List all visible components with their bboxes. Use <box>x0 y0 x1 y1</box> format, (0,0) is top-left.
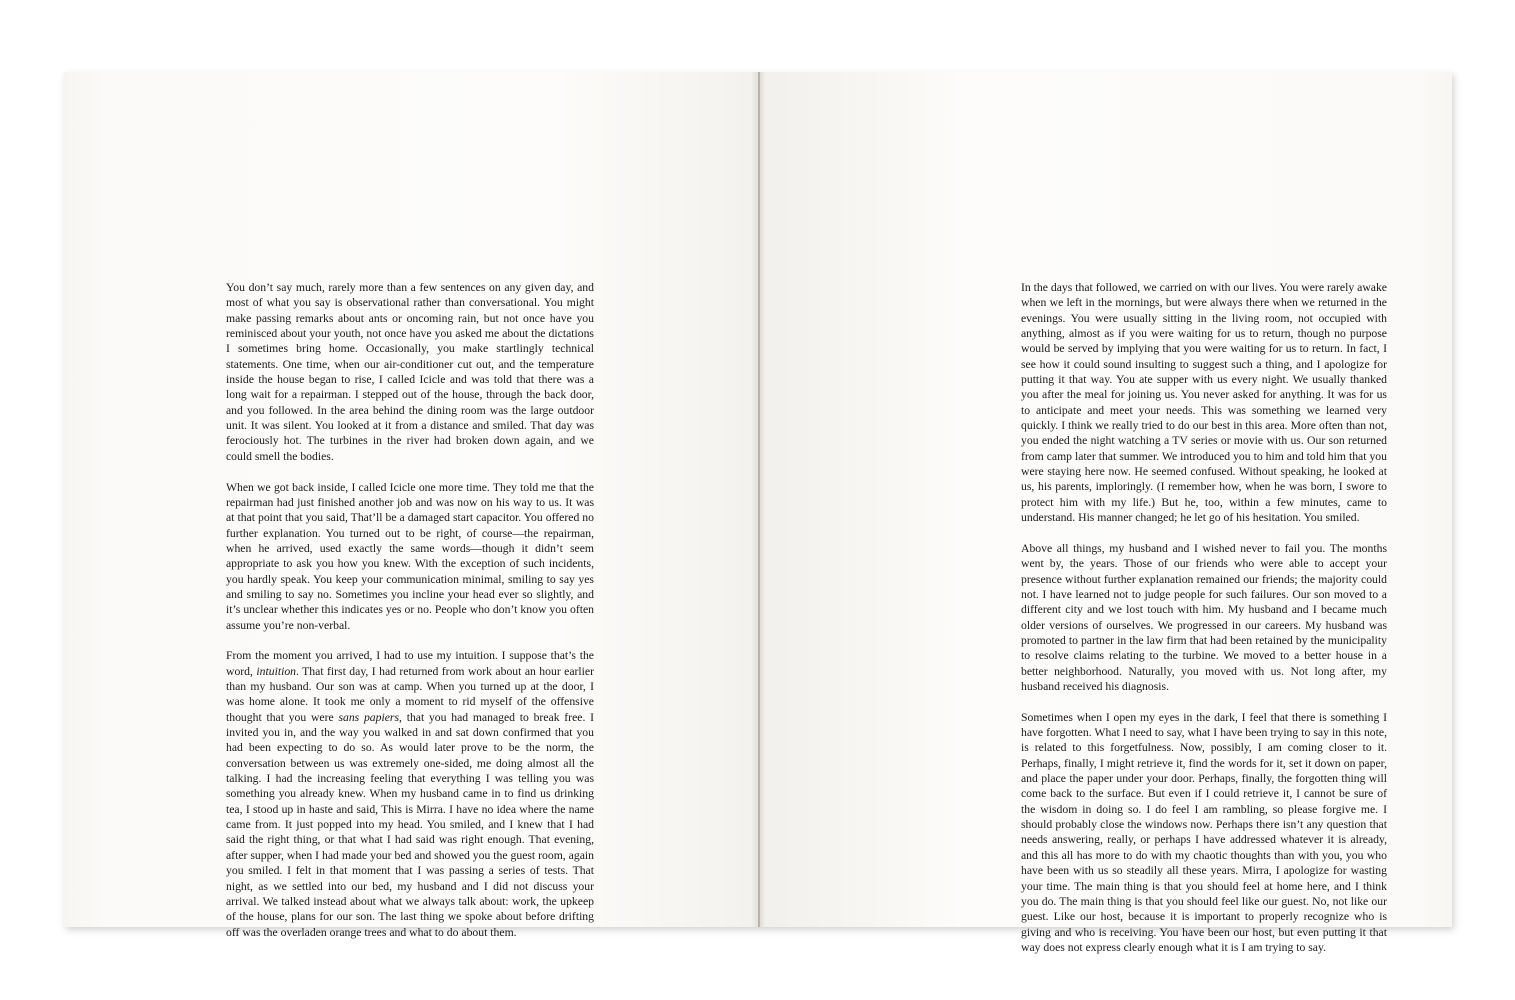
left-page <box>64 72 758 939</box>
paragraph-with-italics <box>226 648 594 940</box>
right-page-text-column <box>1021 280 1387 955</box>
paragraph-segment: , that you had managed to break free. I invited you in, and the way you walked in and sat down confirmed that you had been expecting to do so. As would later prove to be the norm, the conversation between us was extremely one-sided, me doing almost all the talking. I had the increasing feeling that everything I was telling you was something you already knew. When my husband came in to find us drinking tea, I stood up in haste and said, This is Mirra. I have no idea where the name came from. It just popped into my head. You smiled, and I knew that I had said the right thing, or that what I had said was right enough. That evening, after supper, when I had made your bed and showed you the guest room, again you smiled. I felt in that moment that I was passing a series of tests. That night, as we settled into our bed, my husband and I did not discuss your arrival. We talked instead about what we always talk about: work, the upkeep of the house, plans for our son. The last thing we spoke about before drifting off was the overladen orange trees and what to do about them. <box>226 710 594 939</box>
paragraph: In the days that followed, we carried on with our lives. You were rarely awake when we left in the mornings, but were always there when we returned in the evenings. You were usually sitting in the living room, not occupied with anything, almost as if you were waiting for us to return, though no purpose would be served by implying that you were waiting for us to return. In fact, I see how it could sound insulting to suggest such a thing, and I apologize for putting it that way. You ate supper with us every night. We usually thanked you after the meal for joining us. You never asked for anything. It was for us to anticipate and meet your needs. This was something we learned very quickly. I think we really tried to do our best in this area. More often than not, you ended the night watching a TV series or movie with us. Our son returned from camp later that summer. We introduced you to him and told him that you were staying here now. He seemed confused. Without speaking, he looked at us, his parents, imploringly. (I remember how, when he was born, I swore to protect him with my life.) But he, too, within a few minutes, came to understand. His manner changed; he let go of his hesitation. You smiled. <box>1021 281 1387 525</box>
paragraph-segment: From the moment you arrived, I had to use my intuition. I suppose that’s the word, <box>226 649 594 678</box>
book-gutter <box>758 72 760 927</box>
paragraph: When we got back inside, I called Icicle one more time. They told me that the repairman had just finished another job and was now on his way to us. It was at that point that you said, That’ll be a damaged start capacitor. You offered no further explanation. You turned out to be right, of course—the repairman, when he arrived, used exactly the same words—though it didn’t seem appropriate to ask you how you knew. With the exception of such incidents, you hardly speak. You keep your communication minimal, smiling to say yes and smiling to say no. Sometimes you incline your head ever so slightly, and it’s unclear whether this indicates yes or no. People who don’t know you often assume you’re non-verbal. <box>226 480 594 632</box>
paragraph: Above all things, my husband and I wished never to fail you. The months went by, the years. Those of our friends who were able to accept your presence without further explanation remained our friends; the majority could not. I have learned not to judge people for such failures. Our son moved to a different city and we lost touch with him. My husband and I became much older versions of ourselves. We progressed in our careers. My husband was promoted to partner in the law firm that had been retained by the municipality to resolve claims relating to the turbine. We moved to a better house in a better neighborhood. Naturally, you moved with us. Not long after, my husband received his diagnosis. <box>1021 541 1387 693</box>
left-page-text-column <box>226 280 594 940</box>
paragraph: Sometimes when I open my eyes in the dark, I feel that there is something I have forgotten. What I need to say, what I have been trying to say in this note, is related to this forgetfulness. Now, possibly, I am coming closer to it. Perhaps, finally, I might retrieve it, find the words for it, set it down on paper, and place the paper under your door. Perhaps, finally, the forgotten thing will come back to the surface. But even if I could retrieve it, I cannot be sure of the wisdom in doing so. I do feel I am rambling, so please forgive me. I should probably close the windows now. Perhaps there isn’t any question that needs answering, really, or perhaps I have addressed whatever it is already, and this all has more to do with my chaotic thoughts than with you, you who have been with us so steadily all these years. Mirra, I apologize for wasting your time. The main thing is that you should feel at home here, and I think you do. The main thing is that you should feel like our guest. No, not like our guest. Like our host, because it is important to properly recognize who is giving and who is receiving. You have been our host, but even putting it that way does not express clearly enough what it is I am trying to say. <box>1021 710 1387 954</box>
paragraph-segment: . That first day, I had returned from work about an hour earlier than my husband. Our son was at camp. When you turned up at the door, I was home alone. It took me only a moment to rid myself of the offensive thought that you were <box>226 664 594 724</box>
italic-word-intuition: intuition <box>256 664 297 678</box>
book-spread <box>64 72 1452 954</box>
paragraph: You don’t say much, rarely more than a few sentences on any given day, and most of what you say is observational rather than conversational. You might make passing remarks about ants or oncoming rain, but not once have you reminisced about your youth, not once have you asked me about the dictations I sometimes bring home. Occasionally, you make startlingly technical statements. One time, when our air-conditioner cut out, and the temperature inside the house began to rise, I called Icicle and was told that there was a long wait for a repairman. I stepped out of the house, through the back door, and you followed. In the area behind the dining room was the large outdoor unit. It was silent. You looked at it from a distance and smiled. That day was ferociously hot. The turbines in the river had broken down again, and we could smell the bodies. <box>226 281 594 463</box>
italic-phrase-sans-papiers: sans papiers <box>338 710 400 724</box>
right-page <box>758 72 1452 954</box>
